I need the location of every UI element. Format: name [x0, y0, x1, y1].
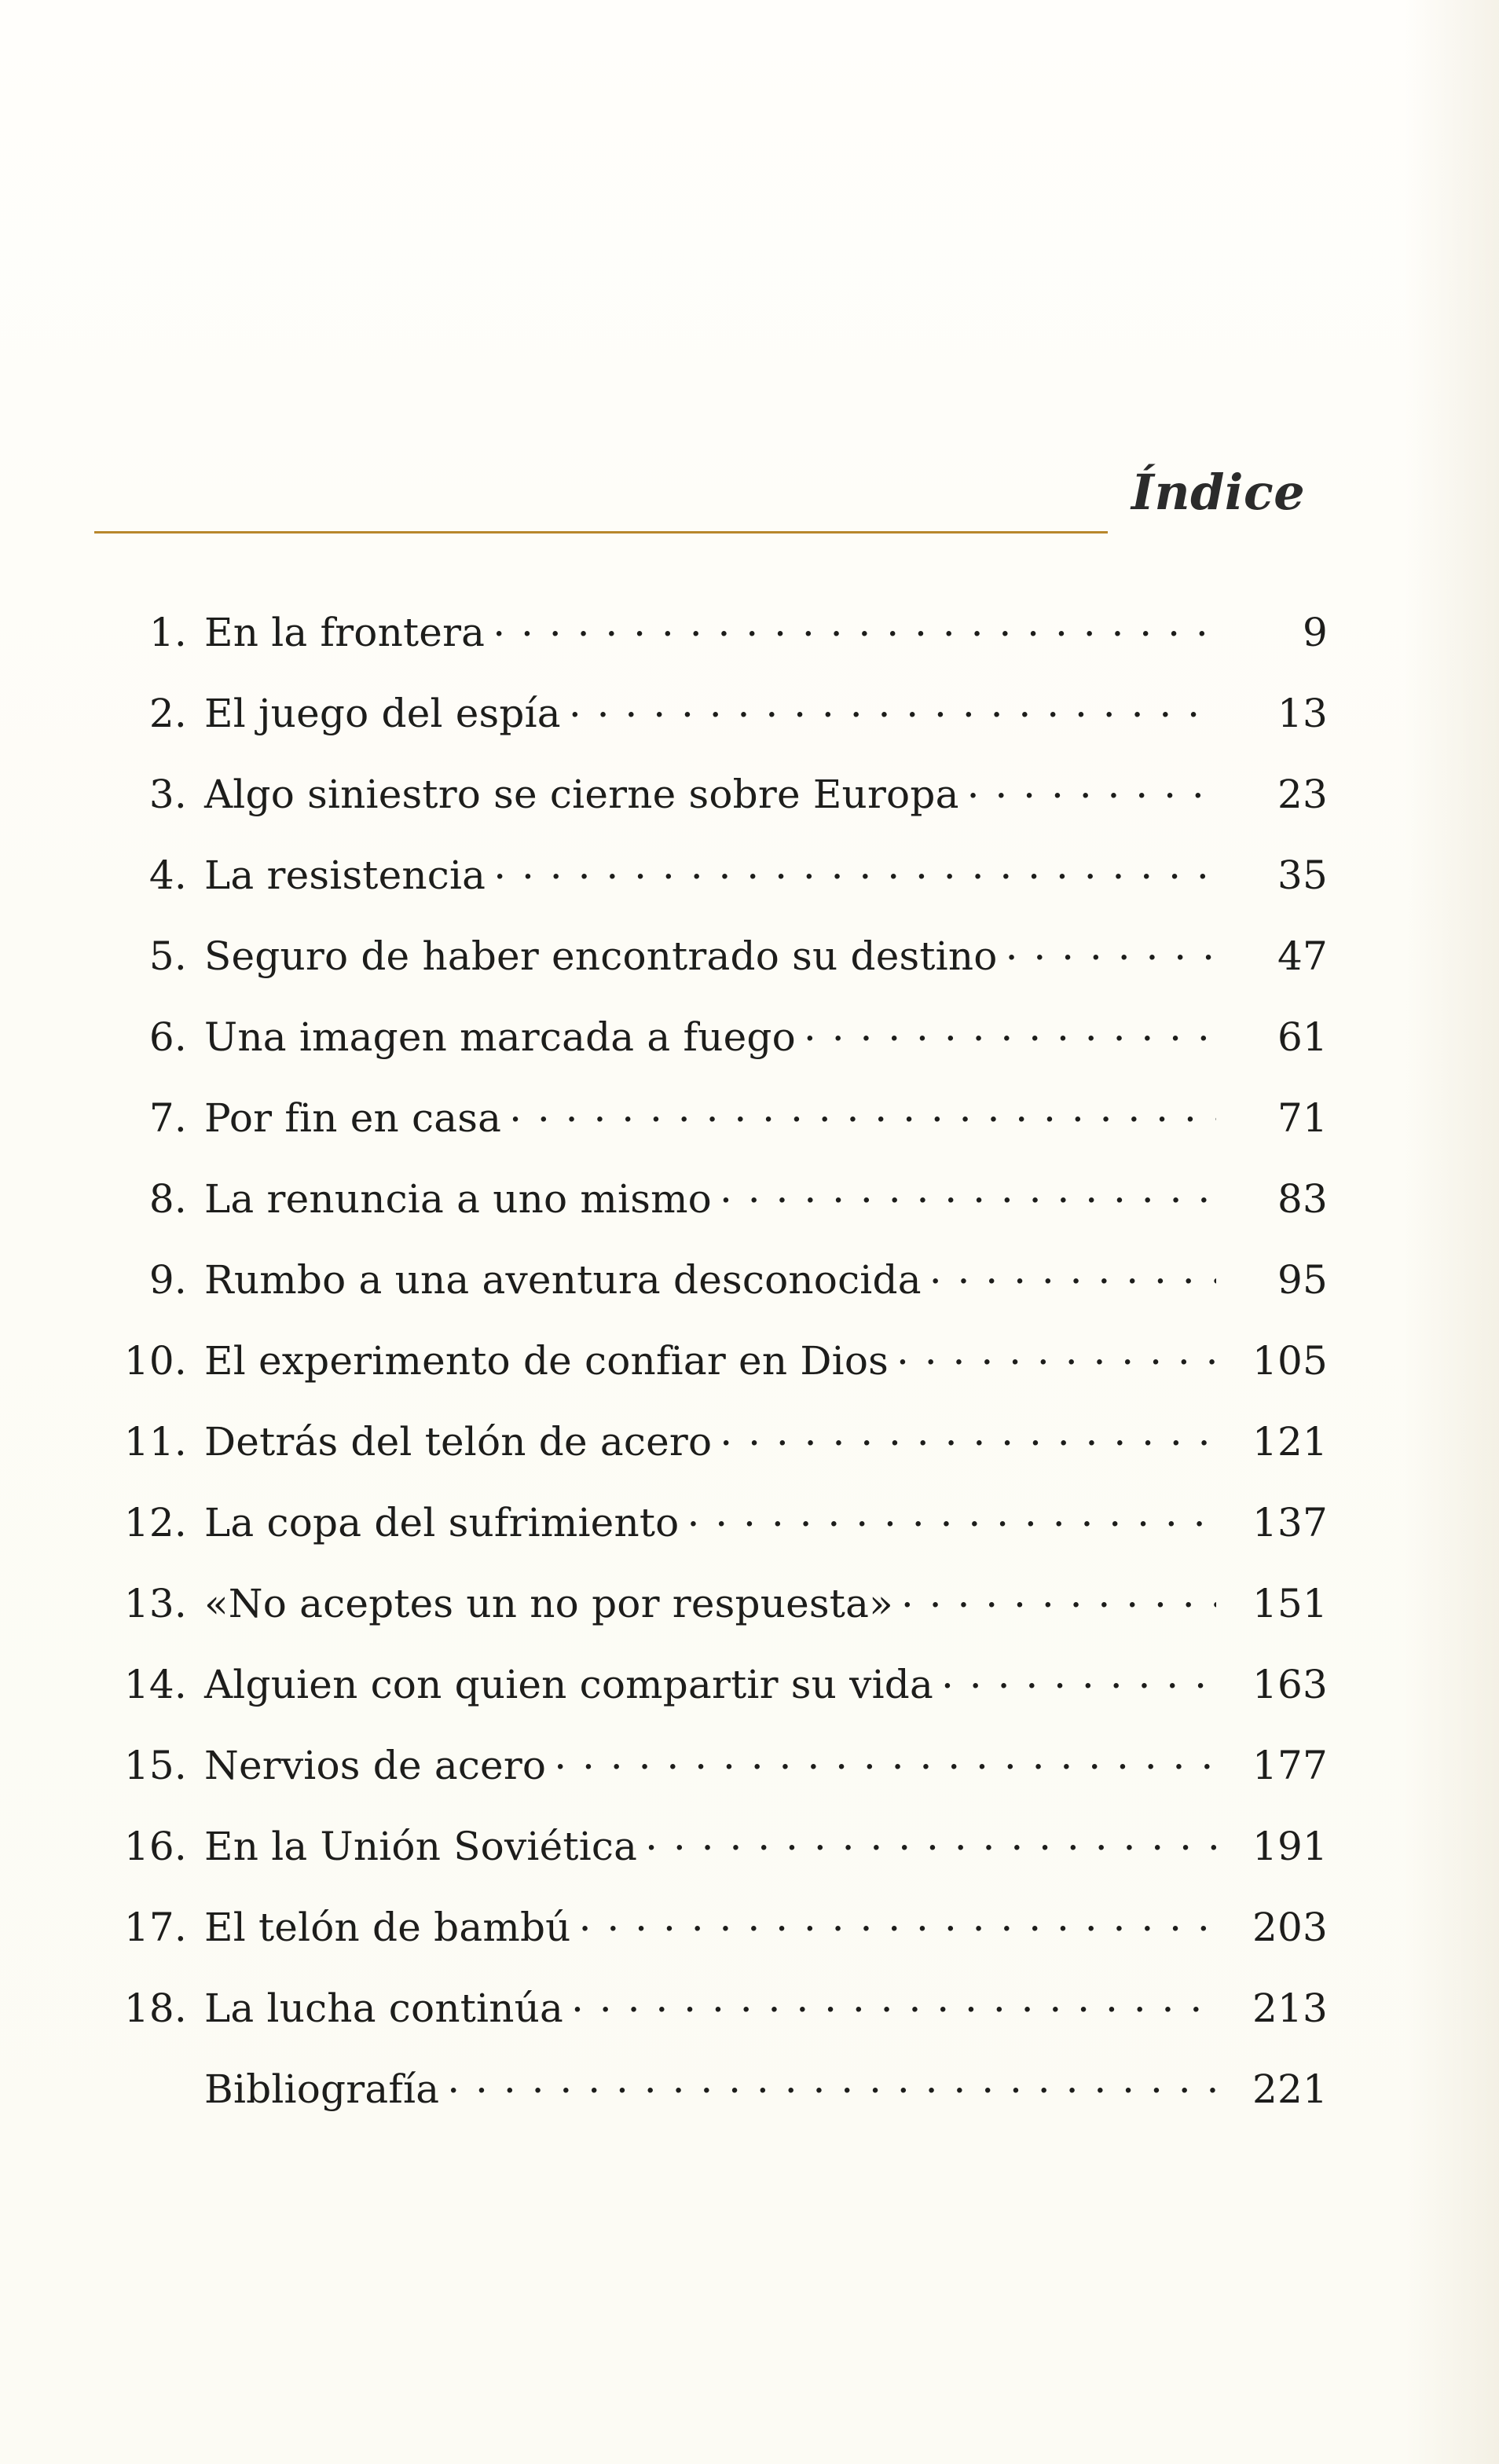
- toc-leader: [645, 1819, 1216, 1860]
- toc-page-number: 191: [1252, 1824, 1328, 1869]
- toc-leader: [579, 1900, 1216, 1941]
- toc-leader: [967, 767, 1216, 808]
- toc-page-number: 137: [1252, 1500, 1328, 1546]
- toc-entry[interactable]: [94, 1657, 1328, 1738]
- toc-entry[interactable]: [94, 929, 1328, 1010]
- toc-number: 15.: [123, 1743, 187, 1788]
- toc-title: La resistencia: [204, 852, 486, 898]
- toc-number: 6.: [148, 1014, 187, 1060]
- toc-title: El experimento de confiar en Dios: [204, 1338, 889, 1384]
- toc-entry[interactable]: [94, 1819, 1328, 1900]
- toc-number: 8.: [148, 1176, 187, 1222]
- toc-page-number: 23: [1277, 772, 1328, 817]
- toc-entry[interactable]: [94, 1981, 1328, 2062]
- toc-title: El telón de bambú: [204, 1905, 571, 1950]
- toc-page-number: 47: [1277, 933, 1328, 979]
- toc-title: Detrás del telón de acero: [204, 1419, 713, 1465]
- toc-page-number: 83: [1277, 1176, 1328, 1222]
- toc-number: 17.: [123, 1905, 187, 1950]
- toc-page-number: 71: [1277, 1095, 1328, 1141]
- toc-number: 2.: [148, 691, 187, 736]
- toc-entry[interactable]: [94, 1333, 1328, 1414]
- toc-page-number: 203: [1252, 1905, 1328, 1950]
- toc-entry[interactable]: [94, 1576, 1328, 1657]
- toc-title: Algo siniestro se cierne sobre Europa: [204, 772, 959, 817]
- toc-leader: [896, 1333, 1216, 1374]
- heading-rule: [94, 531, 1108, 534]
- toc-page-number: 177: [1252, 1743, 1328, 1788]
- toc-entry[interactable]: [94, 1414, 1328, 1495]
- toc-title: Una imagen marcada a fuego: [204, 1014, 796, 1060]
- toc-number: 1.: [148, 610, 187, 655]
- toc-page-number: 221: [1252, 2066, 1328, 2112]
- toc-entry[interactable]: [94, 1738, 1328, 1819]
- toc-title: Bibliografía: [204, 2066, 440, 2112]
- toc-number: 4.: [148, 852, 187, 898]
- toc-entry[interactable]: [94, 1495, 1328, 1576]
- toc-entry[interactable]: [94, 767, 1328, 848]
- toc-page-number: 35: [1277, 852, 1328, 898]
- toc-entry[interactable]: [94, 686, 1328, 767]
- toc-leader: [509, 1091, 1216, 1131]
- page-title: Índice: [1131, 464, 1306, 521]
- toc-leader: [804, 1010, 1216, 1050]
- toc-number: 14.: [123, 1662, 187, 1707]
- toc-page-number: 9: [1302, 610, 1328, 655]
- toc-title: En la frontera: [204, 610, 486, 655]
- toc-leader: [447, 2062, 1216, 2103]
- toc-entry[interactable]: [94, 1172, 1328, 1252]
- toc-leader: [687, 1495, 1216, 1536]
- toc-leader: [929, 1252, 1216, 1293]
- toc-title: El juego del espía: [204, 691, 561, 736]
- toc-title: «No aceptes un no por respuesta»: [204, 1581, 893, 1626]
- toc-entry[interactable]: [94, 1091, 1328, 1172]
- toc-leader: [720, 1172, 1216, 1212]
- toc-number: 18.: [123, 1986, 187, 2031]
- toc-number: 3.: [148, 772, 187, 817]
- toc-title: La lucha continúa: [204, 1986, 564, 2031]
- toc-title: Rumbo a una aventura desconocida: [204, 1257, 922, 1303]
- toc-title: Por fin en casa: [204, 1095, 502, 1141]
- toc-entry[interactable]: [94, 605, 1328, 686]
- toc-leader: [720, 1414, 1216, 1455]
- toc-page-number: 95: [1277, 1257, 1328, 1303]
- toc-leader: [493, 605, 1216, 646]
- toc-page-number: 13: [1277, 691, 1328, 736]
- toc-page-number: 105: [1252, 1338, 1328, 1384]
- toc-title: La copa del sufrimiento: [204, 1500, 680, 1546]
- toc-number: 10.: [123, 1338, 187, 1384]
- toc-leader: [569, 686, 1216, 727]
- toc-title: Nervios de acero: [204, 1743, 547, 1788]
- toc-entry[interactable]: [94, 1900, 1328, 1981]
- toc-number: 12.: [123, 1500, 187, 1546]
- toc-number: 7.: [148, 1095, 187, 1141]
- toc-page-number: 61: [1277, 1014, 1328, 1060]
- toc-page-number: 163: [1252, 1662, 1328, 1707]
- toc-number: 5.: [148, 933, 187, 979]
- toc-title: La renuncia a uno mismo: [204, 1176, 712, 1222]
- toc-entry[interactable]: [94, 1010, 1328, 1091]
- toc-number: 9.: [148, 1257, 187, 1303]
- toc-leader: [941, 1657, 1216, 1698]
- toc-entry-bibliography[interactable]: [94, 2062, 1328, 2143]
- toc-page-number: 151: [1252, 1581, 1328, 1626]
- toc-leader: [1006, 929, 1216, 970]
- toc-entry[interactable]: [94, 1252, 1328, 1333]
- toc-leader: [554, 1738, 1216, 1779]
- toc-page-number: 121: [1252, 1419, 1328, 1465]
- toc-leader: [493, 848, 1216, 889]
- toc-title: En la Unión Soviética: [204, 1824, 638, 1869]
- toc-number: 13.: [123, 1581, 187, 1626]
- toc-number: 11.: [123, 1419, 187, 1465]
- toc-number: 16.: [123, 1824, 187, 1869]
- toc-leader: [901, 1576, 1216, 1617]
- toc-page-number: 213: [1252, 1986, 1328, 2031]
- table-of-contents: [94, 605, 1328, 2143]
- toc-entry[interactable]: [94, 848, 1328, 929]
- toc-leader: [571, 1981, 1216, 2022]
- toc-title: Seguro de haber encontrado su destino: [204, 933, 998, 979]
- toc-title: Alguien con quien compartir su vida: [204, 1662, 933, 1707]
- index-heading: [94, 464, 1320, 566]
